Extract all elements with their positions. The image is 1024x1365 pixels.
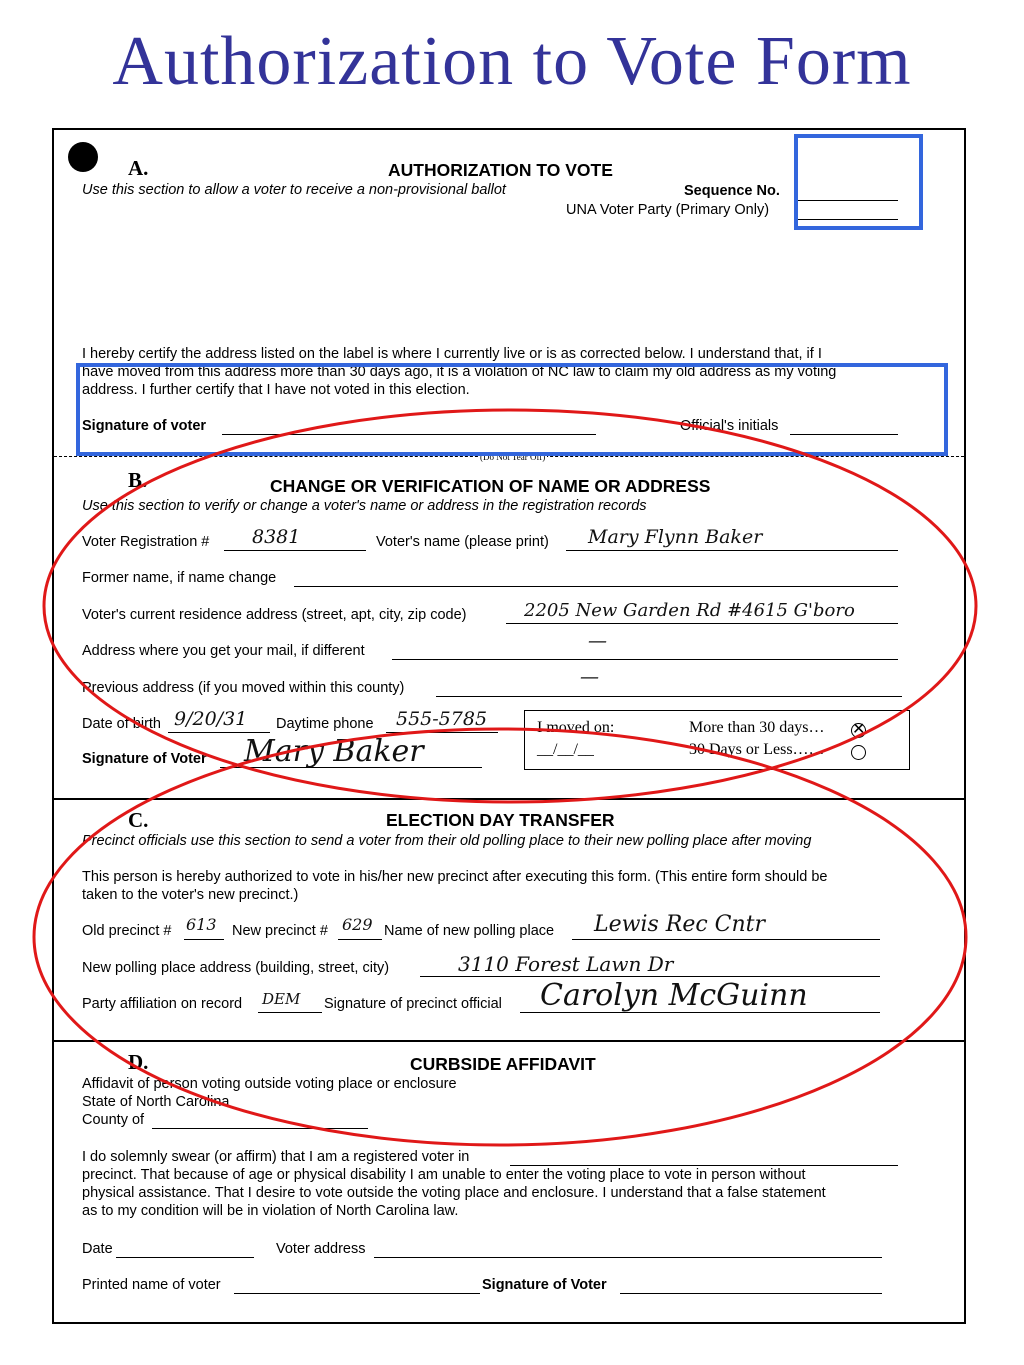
former-name-label: Former name, if name change [82,570,277,586]
residence-value: 2205 New Garden Rd #4615 G'boro [524,600,855,621]
more-than-30-radio[interactable]: ✕ [852,721,866,738]
dob-value: 9/20/31 [174,708,248,730]
voter-signature-label-a: Signature of voter [82,418,207,434]
transfer-para-line-1: This person is hereby authorized to vote in his/her new precinct after executing this form. (This entire form should be [82,869,828,885]
more-than-30-label: More than 30 days… [689,719,825,736]
party-label: Party affiliation on record [82,996,243,1012]
section-d-letter: D. [128,1050,149,1074]
section-d-heading: CURBSIDE AFFIDAVIT [410,1054,596,1074]
polling-place-label: Name of new polling place [384,923,555,939]
precinct-official-value: Carolyn McGuinn [540,978,808,1013]
mail-address-label: Address where you get your mail, if different [82,643,365,659]
highlight-ellipse-section-b [44,410,976,802]
previous-address-label: Previous address (if you moved within this county) [82,680,405,696]
voter-signature-label-b: Signature of Voter [82,751,207,767]
dob-label: Date of birth [82,716,161,732]
printed-name-label: Printed name of voter [82,1277,221,1293]
section-b-subtitle: Use this section to verify or change a voter's name or address in the registration records [82,498,647,514]
polling-address-value: 3110 Forest Lawn Dr [458,952,674,976]
certify-line-1: I hereby certify the address listed on the label is where I currently live or is as corrected below. I understand that, if I [82,346,822,362]
swear-line-3: physical assistance. That I desire to vote outside the voting place and enclosure. I understand that a false statement [82,1185,826,1201]
moved-label: I moved on: [537,719,615,736]
section-c-letter: C. [128,808,149,832]
less-than-30-label: 30 Days or Less…… [689,741,825,758]
affidavit-date-label: Date [82,1241,113,1257]
mail-address-value: — [588,630,607,652]
old-precinct-value: 613 [186,915,217,934]
highlight-box-sequence [796,136,921,228]
polling-place-value: Lewis Rec Cntr [594,912,766,937]
precinct-official-label: Signature of precinct official [324,996,502,1012]
registration-label: Voter Registration # [82,534,210,550]
party-value: DEM [262,990,301,1008]
section-c-heading: ELECTION DAY TRANSFER [386,810,615,830]
residence-label: Voter's current residence address (street, apt, city, zip code) [82,607,467,623]
polling-address-label: New polling place address (building, street, city) [82,960,390,976]
sequence-label: Sequence No. [684,183,780,199]
certify-line-2: have moved from this address more than 30 days ago, it is a violation of NC law to claim my old address as my voting [82,364,837,380]
swear-line-1: I do solemnly swear (or affirm) that I am a registered voter in [82,1149,470,1165]
certify-line-3: address. I further certify that I have not voted in this election. [82,382,470,398]
old-precinct-label: Old precinct # [82,923,172,939]
section-a-heading: AUTHORIZATION TO VOTE [388,160,613,180]
section-b-letter: B. [128,468,148,492]
slide-title: Authorization to Vote Form [112,23,912,100]
section-a-letter: A. [128,156,149,180]
moved-date-field[interactable]: __/__/__ [537,741,594,758]
swear-line-4: as to my condition will be in violation of North Carolina law. [82,1203,459,1219]
swear-line-2: precinct. That because of age or physical disability I am unable to enter the voting place to vote in person without [82,1167,806,1183]
affidavit-line-2: State of North Carolina [82,1094,230,1110]
tear-note: (Do Not Tear Off) [480,452,546,462]
section-b-heading: CHANGE OR VERIFICATION OF NAME OR ADDRESS [270,476,711,496]
voter-signature-value-b: Mary Baker [244,734,424,769]
new-precinct-value: 629 [342,915,373,934]
transfer-para-line-2: taken to the voter's new precinct.) [82,887,299,903]
new-precinct-label: New precinct # [232,923,328,939]
phone-label: Daytime phone [276,716,374,732]
section-a-subtitle: Use this section to allow a voter to receive a non-provisional ballot [82,182,506,198]
previous-address-value: — [580,666,599,688]
highlight-ellipse-section-c [34,729,966,1145]
registration-value: 8381 [252,526,301,548]
section-c-subtitle: Precinct officials use this section to send a voter from their old polling place to their new polling place after moving [82,833,812,849]
official-initials-label: Official's initials [680,418,779,434]
una-party-label: UNA Voter Party (Primary Only) [566,202,770,218]
voter-name-label: Voter's name (please print) [376,534,549,550]
voter-name-value: Mary Flynn Baker [588,526,763,548]
affidavit-line-1: Affidavit of person voting outside voting place or enclosure [82,1076,457,1092]
voter-address-label: Voter address [276,1241,366,1257]
voter-signature-label-d: Signature of Voter [482,1277,607,1293]
phone-value: 555-5785 [396,708,488,730]
county-label: County of [82,1112,145,1128]
